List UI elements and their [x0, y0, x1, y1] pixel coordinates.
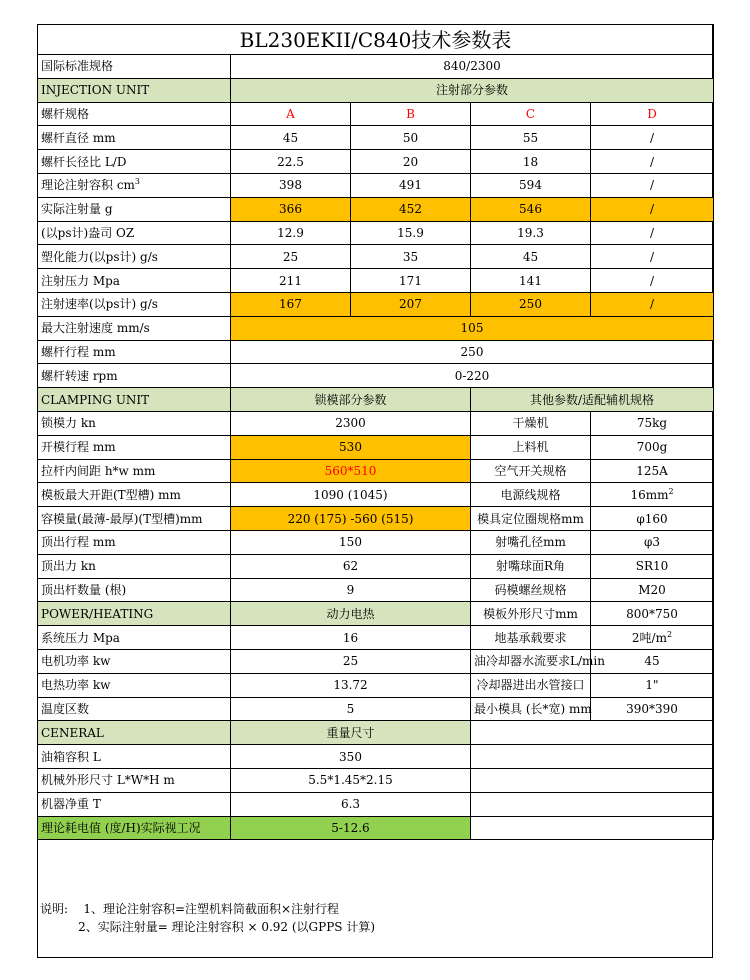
- other-section-title: 其他参数/适配辅机规格: [471, 388, 714, 412]
- spec-table: [37, 24, 714, 840]
- value-d: /: [591, 150, 714, 174]
- value-a: 25: [231, 245, 351, 269]
- note-text-2: 2、实际注射量= 理论注射容积 × 0.92 (以GPPS 计算): [78, 920, 376, 934]
- power-header: POWER/HEATING: [38, 602, 231, 626]
- param-value: 560*510: [231, 459, 471, 483]
- value-c: 19.3: [471, 221, 591, 245]
- value-d: /: [591, 197, 714, 221]
- value-a: 45: [231, 126, 351, 150]
- other-value: [591, 626, 714, 650]
- other-label: 模具定位圈规格mm: [471, 507, 591, 531]
- other-label: 电源线规格: [471, 483, 591, 507]
- col-d-header: D: [591, 102, 714, 126]
- clamping-row: [38, 554, 714, 578]
- other-label: 干燥机: [471, 411, 591, 435]
- other-value: φ3: [591, 530, 714, 554]
- param-value: 350: [231, 745, 471, 769]
- power-row: [38, 673, 714, 697]
- value-b: 35: [351, 245, 471, 269]
- value-d: /: [591, 269, 714, 293]
- param-label: 电机功率 kw: [38, 649, 231, 673]
- param-label: 螺杆直径 mm: [38, 126, 231, 150]
- general-row: [38, 745, 714, 769]
- value-c: 546: [471, 197, 591, 221]
- clamping-header: CLAMPING UNIT: [38, 388, 231, 412]
- value-a: 12.9: [231, 221, 351, 245]
- page-title: BL230EKII/C840技术参数表: [38, 25, 714, 55]
- other-value: 390*390: [591, 697, 714, 721]
- injection-header: INJECTION UNIT: [38, 78, 231, 102]
- injection-row: [38, 245, 714, 269]
- note-line-1: [40, 900, 375, 918]
- note-line-2: [40, 918, 375, 936]
- superscript: 2: [668, 486, 674, 496]
- param-label: 螺杆转速 rpm: [38, 364, 231, 388]
- param-label: (以ps计)盎司 OZ: [38, 221, 231, 245]
- other-label: 冷却器进出水管接口: [471, 673, 591, 697]
- param-label: 油箱容积 L: [38, 745, 231, 769]
- col-a-header: A: [231, 102, 351, 126]
- other-value: 700g: [591, 435, 714, 459]
- note-text-1: 1、理论注射容积=注塑机料筒截面积×注射行程: [83, 902, 340, 916]
- value-b: 15.9: [351, 221, 471, 245]
- general-row: [38, 768, 714, 792]
- param-value: 1090 (1045): [231, 483, 471, 507]
- stroke-row: [38, 340, 714, 364]
- other-label: 射嘴球面R角: [471, 554, 591, 578]
- clamping-header-row: [38, 388, 714, 412]
- other-value: 45: [591, 649, 714, 673]
- injection-row: [38, 126, 714, 150]
- param-label: 塑化能力(以ps计) g/s: [38, 245, 231, 269]
- empty-cell: [471, 768, 714, 792]
- max-speed-value: 105: [231, 316, 714, 340]
- value-d: /: [591, 292, 714, 316]
- power-header-row: [38, 602, 714, 626]
- param-label-text: 理论注射容积 cm: [41, 178, 135, 193]
- spec-table-body: [38, 25, 714, 840]
- empty-cell: [471, 721, 714, 745]
- value-b: 171: [351, 269, 471, 293]
- param-label: 机械外形尺寸 L*W*H m: [38, 768, 231, 792]
- std-value: 840/2300: [231, 55, 714, 79]
- other-label: 射嘴孔径mm: [471, 530, 591, 554]
- other-value: M20: [591, 578, 714, 602]
- param-label: 顶出杆数量 (根): [38, 578, 231, 602]
- other-label: 上料机: [471, 435, 591, 459]
- param-label: 最大注射速度 mm/s: [38, 316, 231, 340]
- other-value: 800*750: [591, 602, 714, 626]
- value-c: 250: [471, 292, 591, 316]
- param-label: 电热功率 kw: [38, 673, 231, 697]
- param-value: 5: [231, 697, 471, 721]
- param-value: 9: [231, 578, 471, 602]
- param-value: 25: [231, 649, 471, 673]
- param-label: 顶出行程 mm: [38, 530, 231, 554]
- screw-spec-label: 螺杆规格: [38, 102, 231, 126]
- value-c: 18: [471, 150, 591, 174]
- col-c-header: C: [471, 102, 591, 126]
- value-c: 141: [471, 269, 591, 293]
- other-value: 1": [591, 673, 714, 697]
- injection-row: [38, 221, 714, 245]
- empty-cell: [471, 816, 714, 840]
- param-label: 开模行程 mm: [38, 435, 231, 459]
- other-value: 125A: [591, 459, 714, 483]
- param-value: 530: [231, 435, 471, 459]
- other-value: SR10: [591, 554, 714, 578]
- clamping-row: [38, 530, 714, 554]
- max-speed-row: [38, 316, 714, 340]
- clamping-row: [38, 435, 714, 459]
- param-value: 2300: [231, 411, 471, 435]
- injection-header-row: [38, 78, 714, 102]
- value-c: 594: [471, 173, 591, 197]
- other-label: 油冷却器水流要求L/min: [471, 649, 591, 673]
- other-label: 空气开关规格: [471, 459, 591, 483]
- value-b: 50: [351, 126, 471, 150]
- power-section-title: 动力电热: [231, 602, 471, 626]
- value-a: 22.5: [231, 150, 351, 174]
- injection-section-title: 注射部分参数: [231, 78, 714, 102]
- superscript: 3: [134, 177, 141, 187]
- param-label: 注射压力 Mpa: [38, 269, 231, 293]
- clamping-row: [38, 578, 714, 602]
- value-b: 20: [351, 150, 471, 174]
- param-value: 150: [231, 530, 471, 554]
- power-consumption-label: 理论耗电值 (度/H)实际视工况: [38, 816, 231, 840]
- clamping-row: [38, 483, 714, 507]
- injection-row: [38, 150, 714, 174]
- param-label: [38, 173, 231, 197]
- other-value-text: 2吨/m: [631, 630, 667, 645]
- value-d: /: [591, 126, 714, 150]
- power-row: [38, 649, 714, 673]
- param-value: 62: [231, 554, 471, 578]
- param-label: 容模量(最薄-最厚)(T型槽)mm: [38, 507, 231, 531]
- value-a: 398: [231, 173, 351, 197]
- value-a: 167: [231, 292, 351, 316]
- std-label: 国际标准规格: [38, 55, 231, 79]
- other-label: 模板外形尺寸mm: [471, 602, 591, 626]
- power-row: [38, 626, 714, 650]
- param-label: 注射速率(以ps计) g/s: [38, 292, 231, 316]
- col-b-header: B: [351, 102, 471, 126]
- std-row: [38, 55, 714, 79]
- param-label: 锁模力 kn: [38, 411, 231, 435]
- param-label: 温度区数: [38, 697, 231, 721]
- value-c: 45: [471, 245, 591, 269]
- injection-row: [38, 197, 714, 221]
- clamping-row: [38, 507, 714, 531]
- notes: [40, 900, 375, 936]
- other-value: [591, 483, 714, 507]
- value-a: 211: [231, 269, 351, 293]
- param-value: 16: [231, 626, 471, 650]
- value-a: 366: [231, 197, 351, 221]
- general-header-row: [38, 721, 714, 745]
- rpm-row: [38, 364, 714, 388]
- power-row: [38, 697, 714, 721]
- screw-spec-row: [38, 102, 714, 126]
- value-c: 55: [471, 126, 591, 150]
- injection-row: [38, 269, 714, 293]
- param-value: 6.3: [231, 792, 471, 816]
- note-prefix: 说明:: [40, 902, 69, 916]
- other-value: φ160: [591, 507, 714, 531]
- param-label: 机器净重 T: [38, 792, 231, 816]
- param-value: 13.72: [231, 673, 471, 697]
- param-label: 拉杆内间距 h*w mm: [38, 459, 231, 483]
- empty-cell: [471, 745, 714, 769]
- other-label: 地基承载要求: [471, 626, 591, 650]
- title-row: [38, 25, 714, 55]
- value-b: 452: [351, 197, 471, 221]
- power-consumption-row: [38, 816, 714, 840]
- value-d: /: [591, 173, 714, 197]
- clamping-row: [38, 411, 714, 435]
- param-label: 螺杆行程 mm: [38, 340, 231, 364]
- other-label: 最小模具 (长*宽) mm: [471, 697, 591, 721]
- general-section-title: 重量尺寸: [231, 721, 471, 745]
- param-label: 螺杆长径比 L/D: [38, 150, 231, 174]
- param-label: 顶出力 kn: [38, 554, 231, 578]
- power-consumption-value: 5-12.6: [231, 816, 471, 840]
- clamping-row: [38, 459, 714, 483]
- rpm-value: 0-220: [231, 364, 714, 388]
- injection-row: [38, 173, 714, 197]
- other-label: 码模螺丝规格: [471, 578, 591, 602]
- param-label: 实际注射量 g: [38, 197, 231, 221]
- empty-cell: [471, 792, 714, 816]
- other-value: 75kg: [591, 411, 714, 435]
- value-d: /: [591, 245, 714, 269]
- param-label: 模板最大开距(T型槽) mm: [38, 483, 231, 507]
- superscript: 2: [666, 629, 673, 639]
- other-value-text: 16mm: [630, 487, 669, 502]
- general-header: CENERAL: [38, 721, 231, 745]
- param-label: 系统压力 Mpa: [38, 626, 231, 650]
- injection-row: [38, 292, 714, 316]
- value-b: 491: [351, 173, 471, 197]
- stroke-value: 250: [231, 340, 714, 364]
- value-b: 207: [351, 292, 471, 316]
- param-value: 5.5*1.45*2.15: [231, 768, 471, 792]
- clamping-section-title: 锁模部分参数: [231, 388, 471, 412]
- param-value: 220 (175) -560 (515): [231, 507, 471, 531]
- general-row: [38, 792, 714, 816]
- value-d: /: [591, 221, 714, 245]
